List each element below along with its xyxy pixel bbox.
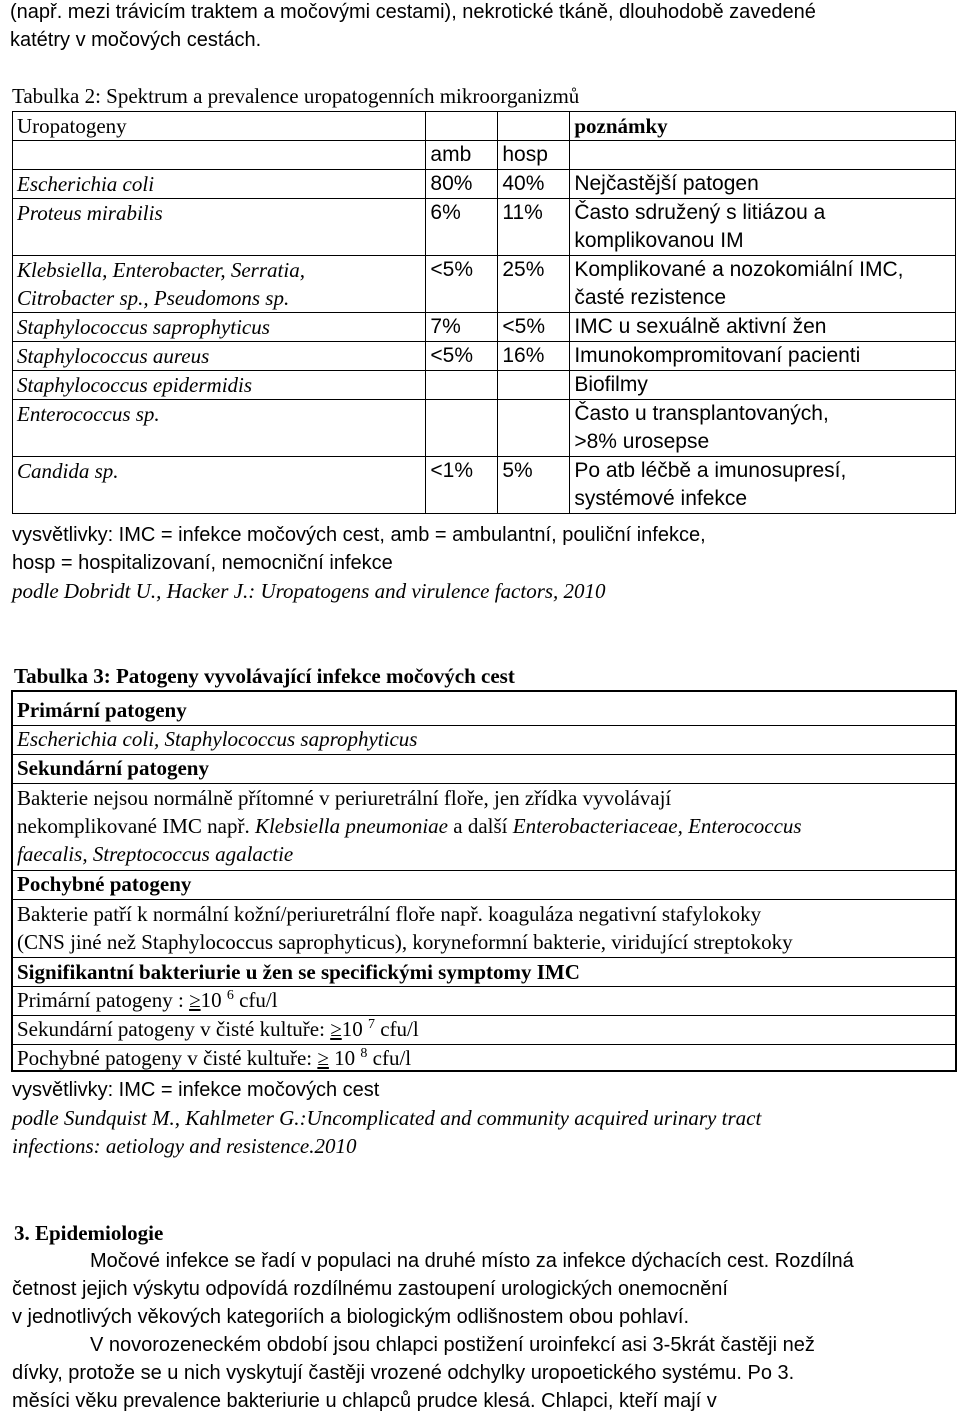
hosp-value: 16% [498, 342, 570, 371]
amb-value: <5% [426, 256, 498, 313]
note-line: systémové infekce [574, 487, 748, 510]
organism-line: Klebsiella, Enterobacter, Serratia, [17, 258, 305, 282]
organism-name: Enterococcus sp. [13, 400, 426, 457]
paragraph-line: V novorozeneckém období jsou chlapci postižení uroinfekcí asi 3-5krát častěji než [90, 1334, 815, 1356]
note: IMC u sexuálně aktivní žen [570, 313, 956, 342]
note [570, 457, 956, 514]
exponent: 8 [360, 1046, 368, 1061]
organism-name: Staphylococcus epidermidis [13, 371, 426, 400]
amb-value [426, 400, 498, 457]
table-row [13, 400, 956, 457]
significant-value: 10 [341, 1017, 368, 1041]
significant-label: Pochybné patogeny v čisté kultuře: [17, 1046, 318, 1070]
source-title: : Uropatogens and virulence factors, 2010 [248, 579, 606, 603]
exponent: 7 [367, 1017, 375, 1032]
note-line: časté rezistence [574, 286, 727, 309]
table-row [13, 199, 956, 256]
subheader-amb: amb [426, 141, 498, 170]
table-row [13, 141, 956, 170]
significant-label: Sekundární patogeny v čisté kultuře: [17, 1017, 331, 1041]
secondary-text-part: Enterobacteriaceae, Enterococcus [512, 814, 802, 838]
table3-source-line-2: infections: aetiology and resistence.2010 [12, 1134, 357, 1158]
amb-value: <1% [426, 457, 498, 514]
organism-name: Escherichia coli [13, 170, 426, 199]
table-row [13, 457, 956, 514]
table3-legend: vysvětlivky: IMC = infekce močových cest [12, 1079, 380, 1101]
ge-symbol: ≥ [330, 1017, 342, 1041]
significant-unit: cfu/l [374, 1017, 419, 1041]
significant-line-1 [17, 986, 278, 1014]
source-title: :Uncomplicated and community acquired urinary tract [299, 1106, 762, 1130]
note-line: Po atb léčbě a imunosupresí, [574, 459, 847, 482]
organism-name: Staphylococcus saprophyticus [13, 313, 426, 342]
paragraph-line: četnost jejich výskytu odpovídá rozdílnému zastoupení urologických onemocnění [12, 1278, 728, 1300]
paragraph-line: Močové infekce se řadí v populaci na druhé místo za infekce dýchacích cest. Rozdílná [90, 1250, 854, 1272]
significant-unit: cfu/l [233, 988, 278, 1012]
organism-line: Citrobacter sp., Pseudomons sp. [17, 286, 290, 310]
hosp-value: 5% [498, 457, 570, 514]
intro-line-1: (např. mezi trávicím traktem a močovými cestami), nekrotické tkáně, dlouhodobě zavedené [10, 1, 816, 23]
note [570, 199, 956, 256]
note-line: komplikovanou IM [574, 229, 744, 252]
header-uropatogeny: Uropatogeny [13, 112, 426, 141]
hosp-value: <5% [498, 313, 570, 342]
source-authors: podle Sundquist M., Kahlmeter G. [12, 1106, 300, 1130]
doubtful-patogens-title: Pochybné patogeny [17, 872, 192, 896]
organism-name: Proteus mirabilis [13, 199, 426, 256]
ge-symbol: ≥ [189, 988, 201, 1012]
organism-name [13, 256, 426, 313]
doubtful-text-line-2: (CNS jiné než Staphylococcus saprophyticus), koryneformní bakterie, viridující streptokoky [17, 930, 793, 954]
table-row [13, 342, 956, 371]
table2-legend-line-2: hosp = hospitalizovaní, nemocniční infekce [12, 552, 393, 574]
significant-value: 10 [328, 1046, 361, 1070]
exponent: 6 [226, 988, 234, 1003]
table2-caption: Tabulka 2: Spektrum a prevalence uropatogenních mikroorganizmů [12, 84, 580, 108]
subheader-hosp: hosp [498, 141, 570, 170]
significant-line-2 [17, 1015, 419, 1043]
amb-value: 7% [426, 313, 498, 342]
secondary-text-line-1: Bakterie nejsou normálně přítomné v periuretrální floře, jen zřídka vyvolávají [17, 786, 672, 810]
hosp-value [498, 400, 570, 457]
secondary-text-line-2 [17, 812, 802, 840]
primary-patogens-text: Escherichia coli, Staphylococcus saprophyticus [17, 727, 418, 751]
section-heading: 3. Epidemiologie [14, 1221, 164, 1245]
secondary-text-part: nekomplikované IMC např. [17, 814, 255, 838]
table2 [12, 111, 956, 514]
organism-name: Candida sp. [13, 457, 426, 514]
hosp-value: 40% [498, 170, 570, 199]
table-row [13, 170, 956, 199]
header-empty [498, 112, 570, 141]
note-line: Komplikované a nozokomiální IMC, [574, 258, 904, 281]
header-empty [426, 112, 498, 141]
significant-line-3 [17, 1044, 411, 1072]
significant-value: 10 [200, 988, 227, 1012]
table-row [13, 313, 956, 342]
note: Biofilmy [570, 371, 956, 400]
note: Imunokompromitovaní pacienti [570, 342, 956, 371]
primary-patogens-title: Primární patogeny [17, 698, 187, 722]
amb-value: 6% [426, 199, 498, 256]
significant-bacteriuria-title: Signifikantní bakteriurie u žen se specifickými symptomy IMC [17, 960, 580, 984]
table-row [13, 256, 956, 313]
table-row [13, 371, 956, 400]
paragraph-line: dívky, protože se u nich vyskytují častěji vrozené odchylky uropoetického systému. Po 3. [12, 1362, 795, 1384]
note-line: Často sdružený s litiázou a [574, 201, 826, 224]
table2-legend-line-1: vysvětlivky: IMC = infekce močových cest, amb = ambulantní, pouliční infekce, [12, 524, 706, 546]
secondary-text-part: Klebsiella pneumoniae [254, 814, 449, 838]
subheader-empty [13, 141, 426, 170]
note: Nejčastější patogen [570, 170, 956, 199]
significant-label: Primární patogeny : [17, 988, 190, 1012]
hosp-value: 25% [498, 256, 570, 313]
intro-line-2: katétry v močových cestách. [10, 29, 262, 51]
doubtful-text-line-1: Bakterie patří k normální kožní/periuretrální floře např. koaguláza negativní stafylokoky [17, 902, 762, 926]
table-row [13, 112, 956, 141]
paragraph-line: v jednotlivých věkových kategoriích a biologickým odlišnostem obou pohlaví. [12, 1306, 690, 1328]
amb-value: <5% [426, 342, 498, 371]
table3-caption: Tabulka 3: Patogeny vyvolávající infekce močových cest [14, 664, 515, 688]
note [570, 400, 956, 457]
table3 [11, 690, 957, 1072]
note-line: >8% urosepse [574, 430, 710, 453]
amb-value: 80% [426, 170, 498, 199]
hosp-value [498, 371, 570, 400]
table2-source [12, 577, 606, 605]
source-authors: podle Dobridt U., Hacker J. [12, 579, 249, 603]
header-poznamky: poznámky [570, 112, 956, 141]
secondary-patogens-title: Sekundární patogeny [17, 756, 209, 780]
note-line: Často u transplantovaných, [574, 402, 829, 425]
significant-unit: cfu/l [367, 1046, 412, 1070]
subheader-empty [570, 141, 956, 170]
secondary-text-line-3: faecalis, Streptococcus agalactie [17, 842, 294, 866]
hosp-value: 11% [498, 199, 570, 256]
paragraph-line: měsíci věku prevalence bakteriurie u chlapců prudce klesá. Chlapci, kteří mají v [12, 1390, 717, 1412]
secondary-text-part: a další [448, 814, 513, 838]
organism-name: Staphylococcus aureus [13, 342, 426, 371]
table3-source-line-1 [12, 1104, 761, 1132]
amb-value [426, 371, 498, 400]
ge-symbol: ≥ [317, 1046, 329, 1070]
note [570, 256, 956, 313]
